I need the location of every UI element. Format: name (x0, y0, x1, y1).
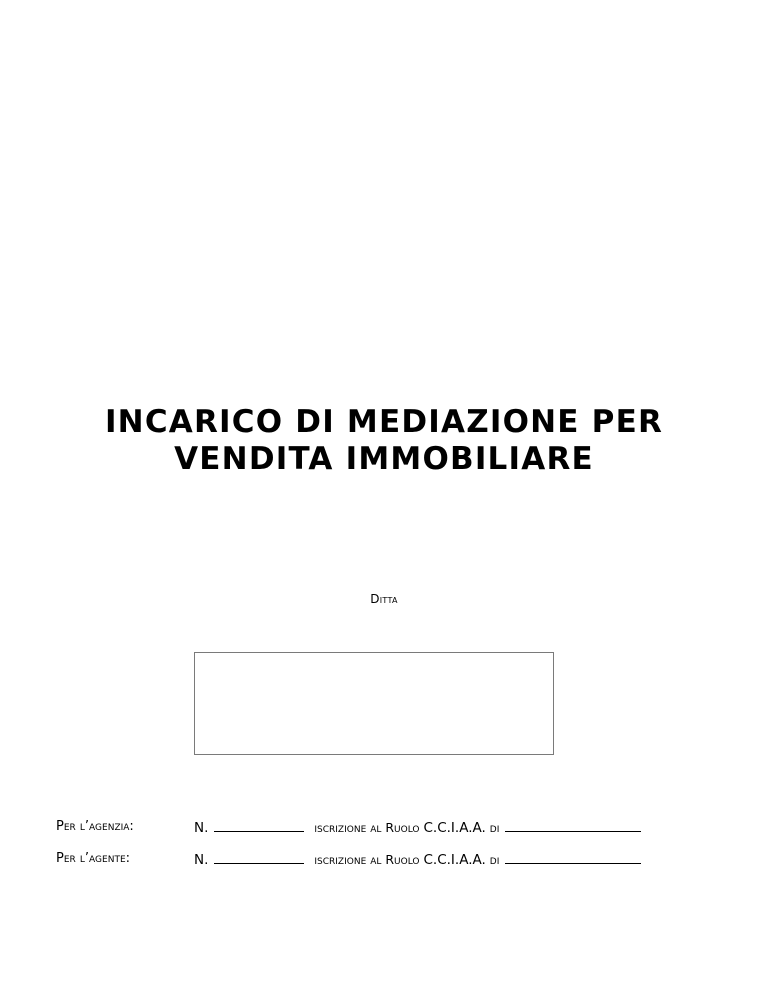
number-prefix: N. (194, 852, 209, 868)
agente-label: Per l’agente: (56, 851, 131, 866)
iscrizione-text: iscrizione al Ruolo (314, 820, 420, 835)
registration-row-agenzia (56, 818, 696, 836)
agenzia-number-blank[interactable] (214, 818, 304, 832)
agenzia-label: Per l’agenzia: (56, 819, 134, 834)
agente-city-blank[interactable] (505, 850, 641, 864)
ditta-label: Ditta (370, 592, 398, 606)
ditta-field[interactable] (194, 652, 554, 755)
ccia-text: C.C.I.A.A. (423, 820, 486, 836)
document-title (0, 404, 768, 478)
agente-registration-line (194, 850, 641, 869)
number-prefix: N. (194, 820, 209, 836)
di-text: di (489, 852, 500, 867)
title-line-2: VENDITA IMMOBILIARE (174, 441, 594, 477)
iscrizione-text: iscrizione al Ruolo (314, 852, 420, 867)
agenzia-city-blank[interactable] (505, 818, 641, 832)
ccia-text: C.C.I.A.A. (423, 852, 486, 868)
title-line-1: INCARICO DI MEDIAZIONE PER (104, 404, 664, 440)
di-text: di (489, 820, 500, 835)
agente-number-blank[interactable] (214, 850, 304, 864)
registration-row-agente (56, 850, 696, 868)
agenzia-registration-line (194, 818, 641, 837)
